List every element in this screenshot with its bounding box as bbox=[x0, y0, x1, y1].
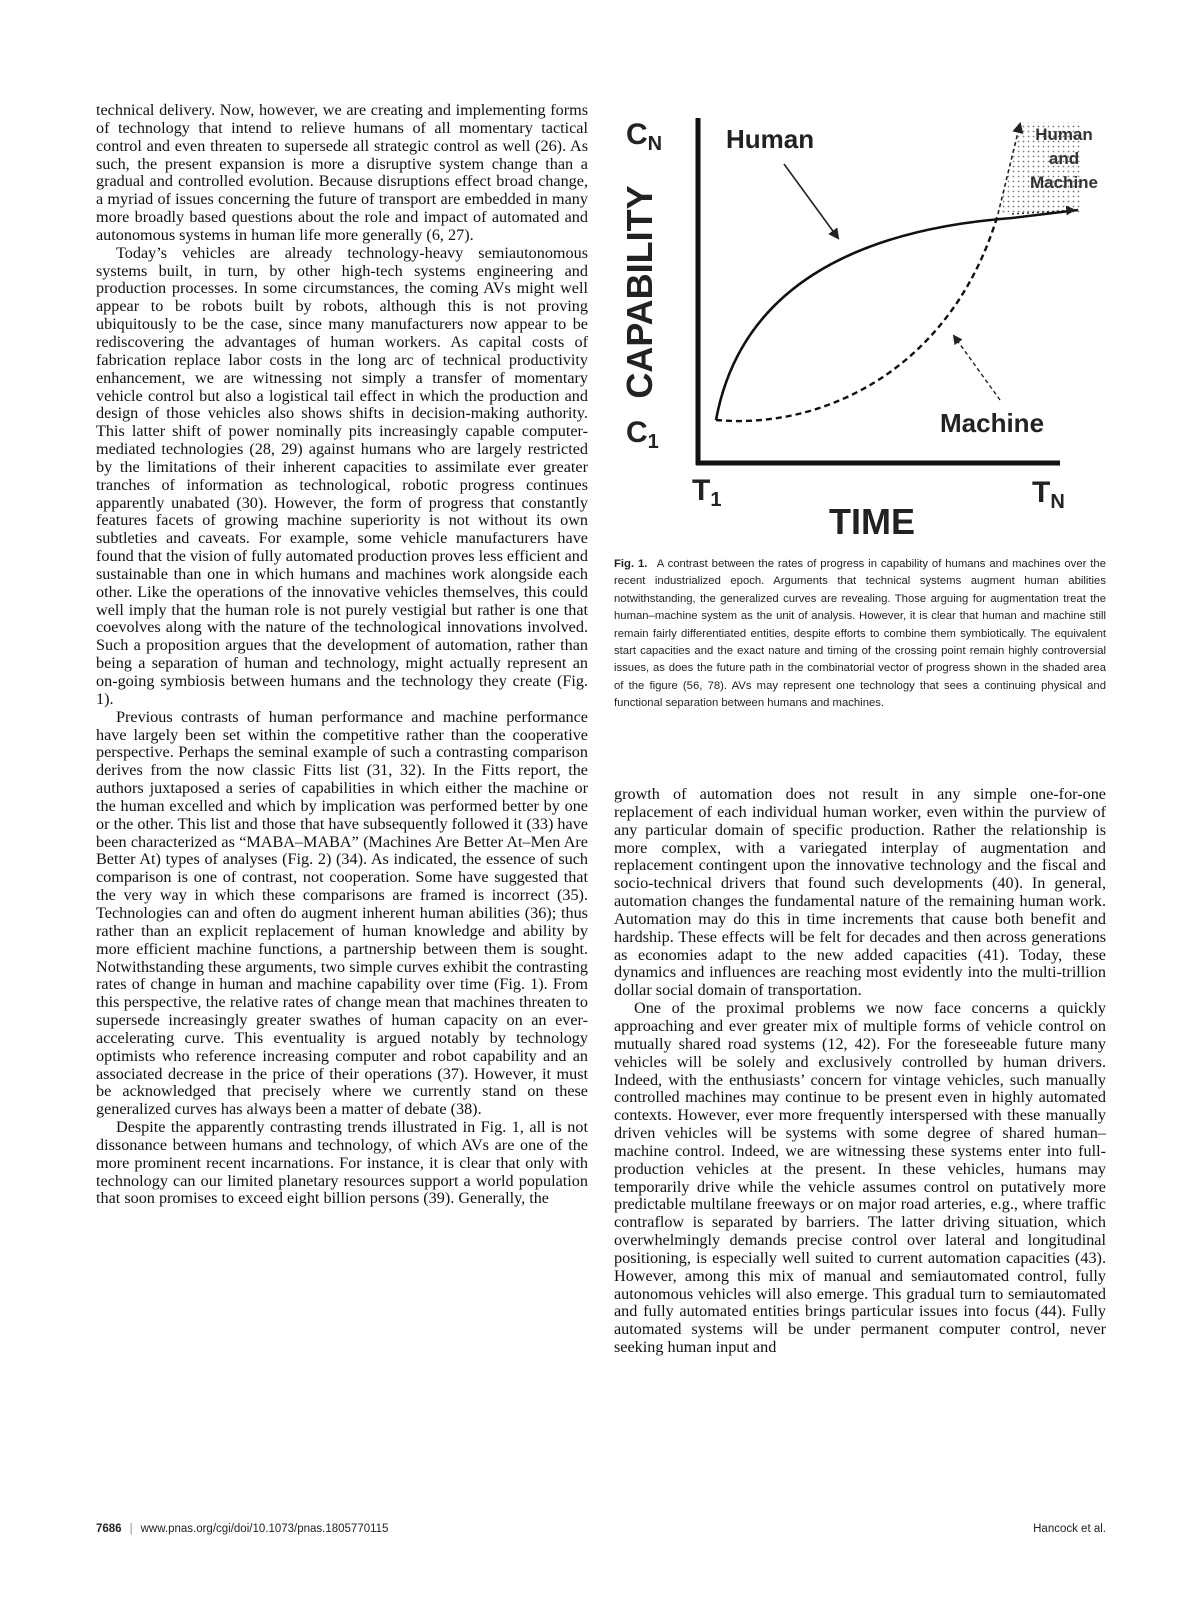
doi-link[interactable]: www.pnas.org/cgi/doi/10.1073/pnas.1805770115 bbox=[140, 1523, 389, 1535]
figure-caption bbox=[614, 556, 1106, 713]
machine-curve-label: Machine bbox=[940, 408, 1045, 438]
x-right-label: $T_N$ bbox=[1032, 476, 1065, 513]
human-pointer-arrow bbox=[784, 164, 838, 238]
machine-pointer-arrow bbox=[954, 336, 1000, 400]
x-axis-title: TIME bbox=[829, 501, 915, 542]
paragraph: One of the proximal problems we now face concerns a quickly approaching and ever greater mix of multiple forms of vehicle control on mutually shared road systems (12, 42). For the foreseeable future many vehicles will be solely and exclusively controlled by human drivers. Indeed, with the enthusiasts’ concern for vintage vehicles, such manually controlled machines may continue to be present even in highly automated contexts. However, ever more frequently interspersed with these manually driven vehicles will be systems with some degree of shared human–machine control. Indeed, we are witnessing these systems enter into full-production vehicles at the present. In these vehicles, humans may temporarily drive while the vehicle assumes control on putatively more predictable multilane freeways or on major road arteries, e.g., where traffic contraflow is separated by barriers. The latter driving situation, which overwhelmingly demands precise control over lateral and longitudinal positioning, is especially well suited to current automation capacities (43). However, among this mix of manual and semiautomated control, fully autonomous vehicles will also emerge. This gradual turn to semiautomated and fully automated entities brings particular issues into focus (44). Fully automated systems will be under permanent computer control, never seeking human input and bbox=[614, 999, 1106, 1357]
paragraph: Previous contrasts of human performance and machine performance have largely been set within the competitive rather than the cooperative perspective. Perhaps the seminal example of such a contrasting comparison derives from the now classic Fitts list (31, 32). In the Fitts report, the authors juxtaposed a series of capabilities in which either the machine or the human excelled and which by implication was performed better by one or the other. This list and those that have subsequently followed it (33) have been characterized as “MABA–MABA” (Machines Are Better At–Men Are Better At) types of analyses (Fig. 2) (34). As indicated, the essence of such comparison is one of contrast, not cooperation. Some have suggested that the very way in which these comparisons are framed is incorrect (35). Technologies can and often do augment inherent human abilities (36); thus rather than an explicit replacement of human knowledge and ability by more efficient machine functions, a partnership between them is sought. Notwithstanding these arguments, two simple curves exhibit the contrasting rates of change in human and machine capability over time (Fig. 1). From this perspective, the relative rates of change mean that machines threaten to supersede increasingly greater swathes of human capacity on an ever-accelerating curve. This eventuality is argued notably by technology optimists who reference increasing computer and robot capability and an associated decrease in the price of their operations (37). However, it must be acknowledged that precisely where we currently stand on these generalized curves has always been a matter of debate (38). bbox=[96, 707, 588, 1119]
combined-label-line-3: Machine bbox=[1029, 173, 1099, 192]
machine-capability-curve bbox=[716, 214, 998, 421]
y-bottom-label: $C_1$ bbox=[626, 416, 659, 453]
footer-separator: | bbox=[129, 1523, 133, 1535]
paragraph: Despite the apparently contrasting trends illustrated in Fig. 1, all is not dissonance between humans and technology, of which AVs are one of the more prominent recent incarnations. For instance, it is clear that only with technology can our limited planetary resources support a world population that soon promises to exceed eight billion persons (39). Generally, the bbox=[96, 1118, 588, 1208]
caption-text: A contrast between the rates of progress in capability of humans and machines over the recent industrialized epoch. Arguments that technical systems augment human abilities notwithstanding, the generalized curves are revealing. Those arguing for augmentation treat the human–machine system as the unit of analysis. However, it is clear that human and machine still remain fairly differentiated entities, despite efforts to combine them symbiotically. The equivalent start capacities and the exact nature and timing of the crossing point remain highly controversial issues, as does the future path in the combinatorial vector of progress shown in the shaded area of the figure (56, 78). AVs may represent one technology that sees a continuing physical and functional separation between humans and machines. bbox=[614, 558, 1107, 710]
paragraph: technical delivery. Now, however, we are creating and implementing forms of technology that intend to relieve humans of all momentary tactical control and even threaten to supersede all strategic control as well (26). As such, the present expansion is more a disruptive system change than a gradual and controlled evolution. Because disruptions effect broad change, a myriad of issues concerning the future of transport are embedded in many more broadly based questions about the role and impact of automated and autonomous systems in human life more generally (6, 27). bbox=[96, 101, 588, 244]
combined-label-line-1: Human bbox=[1035, 125, 1093, 144]
left-text-column bbox=[96, 102, 588, 1208]
paragraph: Today’s vehicles are already technology-heavy semiautonomous systems built, in turn, by other high-tech systems engineering and production processes. In some circumstances, the coming AVs might well appear to be robots built by robots, although this is not proving ubiquitously to be the case, since many manufacturers now appear to be rediscovering the advantages of human workers. As capital costs of fabrication replace labor costs in the long arc of technical productivity enhancement, we are witnessing not simply a transfer of momentary vehicle control but also a logistical tail effect in which the production and design of those vehicles also shows shifts in decision-making authority. This latter shift of power nominally pits increasingly capable computer-mediated technologies (28, 29) against humans who are largely restricted by the limitations of their inherent capacities to assimilate ever greater tranches of information as technological, robotic progress continues apparently unabated (30). However, the form of progress that constantly features facets of growing machine superiority is not without its own subtleties and caveats. For example, some vehicle manufacturers have found that the vision of fully automated production proves less efficient and sustainable than one in which humans and machines work alongside each other. Like the operations of the innovative vehicles themselves, this could well imply that the human role is not purely vestigial but rather is one that coevolves along with the nature of the technological innovations involved. Such a proposition argues that the development of automation, rather than being a separation of human and technology, might actually represent an on-going symbiosis between humans and the technology they create (Fig. 1). bbox=[96, 243, 588, 708]
y-axis-title: CAPABILITY bbox=[619, 185, 660, 399]
running-authors: Hancock et al. bbox=[1033, 1523, 1106, 1535]
x-left-label: $T_1$ bbox=[692, 474, 722, 511]
page-footer bbox=[96, 1523, 1106, 1541]
paragraph: growth of automation does not result in any simple one-for-one replacement of each individual human worker, even within the purview of any particular domain of specific production. Rather the relationship is more complex, with a variegated interplay of augmentation and replacement contingent upon the innovative technology and the fiscal and socio-technical drivers that found such developments (40). In general, automation changes the fundamental nature of the remaining human work. Automation may do this in time increments that cause both benefit and hardship. These effects will be felt for decades and then across generations as economies adapt to the new added capacities (41). Today, these dynamics and influences are reaching most evidently into the multi-trillion dollar social domain of transportation. bbox=[614, 785, 1106, 1000]
page-number: 7686 bbox=[96, 1523, 122, 1535]
figure-1 bbox=[612, 110, 1110, 546]
human-curve-label: Human bbox=[726, 124, 815, 154]
figure-label: Fig. 1. bbox=[614, 558, 648, 570]
y-top-label: $C_N$ bbox=[626, 118, 663, 155]
combined-label-line-2: and bbox=[1048, 149, 1080, 168]
right-text-column bbox=[614, 786, 1106, 1357]
capability-time-diagram bbox=[612, 110, 1110, 546]
